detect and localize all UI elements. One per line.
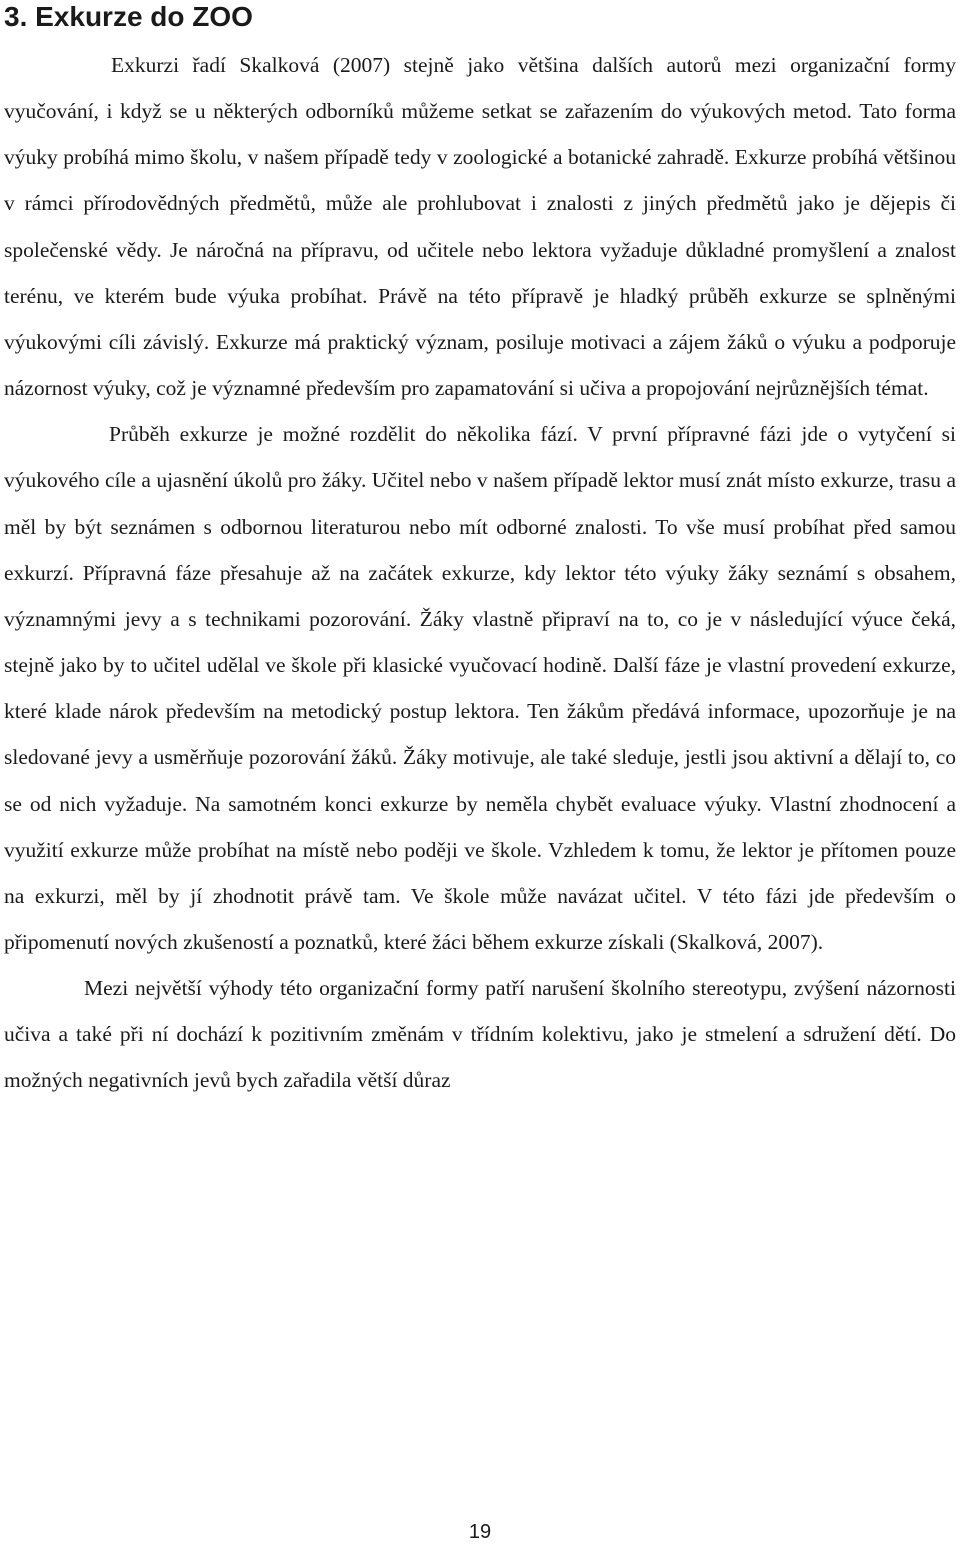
paragraph-excursion-definition: Exkurzi řadí Skalková (2007) stejně jako většina dalších autorů mezi organizační formy vyučování, i když se u některých odborníků můžeme setkat se zařazením do výukových metod. Tato forma výuky probíhá mimo školu, v našem případě tedy v zoologické a botanické zahradě. Exkurze probíhá většinou v rámci přírodovědných předmětů, může ale prohlubovat i znalosti z jiných předmětů jako je dějepis či společenské vědy. Je náročná na přípravu, od učitele nebo lektora vyžaduje důkladné promyšlení a znalost terénu, ve kterém bude výuka probíhat. Právě na této přípravě je hladký průběh exkurze se splněnými výukovými cíli závislý. Exkurze má praktický význam, posiluje motivaci a zájem žáků o výuku a podporuje názornost výuky, což je významné především pro zapamatování si učiva a propojování nejrůznějších témat.	[4, 53, 956, 401]
section-heading: 3. Exkurze do ZOO	[4, 1, 253, 32]
page-number: 19	[468, 1521, 492, 1543]
paragraph-excursion-advantages: Mezi největší výhody této organizační formy patří narušení školního stereotypu, zvýšení názornosti učiva a také při ní dochází k pozitivním změnám v třídním kolektivu, jako je stmelení a sdružení dětí. Do možných negativních jevů bych zařadila větší důraz	[4, 976, 956, 1093]
document-body	[4, 42, 956, 1104]
paragraph-excursion-phases: Průběh exkurze je možné rozdělit do několika fází. V první přípravné fázi jde o vytyčení si výukového cíle a ujasnění úkolů pro žáky. Učitel nebo v našem případě lektor musí znát místo exkurze, trasu a měl by být seznámen s odbornou literaturou nebo mít odborné znalosti. To vše musí probíhat před samou exkurzí. Přípravná fáze přesahuje až na začátek exkurze, kdy lektor této výuky žáky seznámí s obsahem, významnými jevy a s technikami pozorování. Žáky vlastně připraví na to, co je v následující výuce čeká, stejně jako by to učitel udělal ve škole při klasické vyučovací hodině. Další fáze je vlastní provedení exkurze, které klade nárok především na metodický postup lektora. Ten žákům předává informace, upozorňuje je na sledované jevy a usměrňuje pozorování žáků. Žáky motivuje, ale také sleduje, jestli jsou aktivní a dělají to, co se od nich vyžaduje. Na samotném konci exkurze by neměla chybět evaluace výuky. Vlastní zhodnocení a využití exkurze může probíhat na místě nebo poději ve škole. Vzhledem k tomu, že lektor je přítomen pouze na exkurzi, měl by jí zhodnotit právě tam. Ve škole může navázat učitel. V této fázi jde především o připomenutí nových zkušeností a poznatků, které žáci během exkurze získali (Skalková, 2007).	[4, 422, 956, 954]
